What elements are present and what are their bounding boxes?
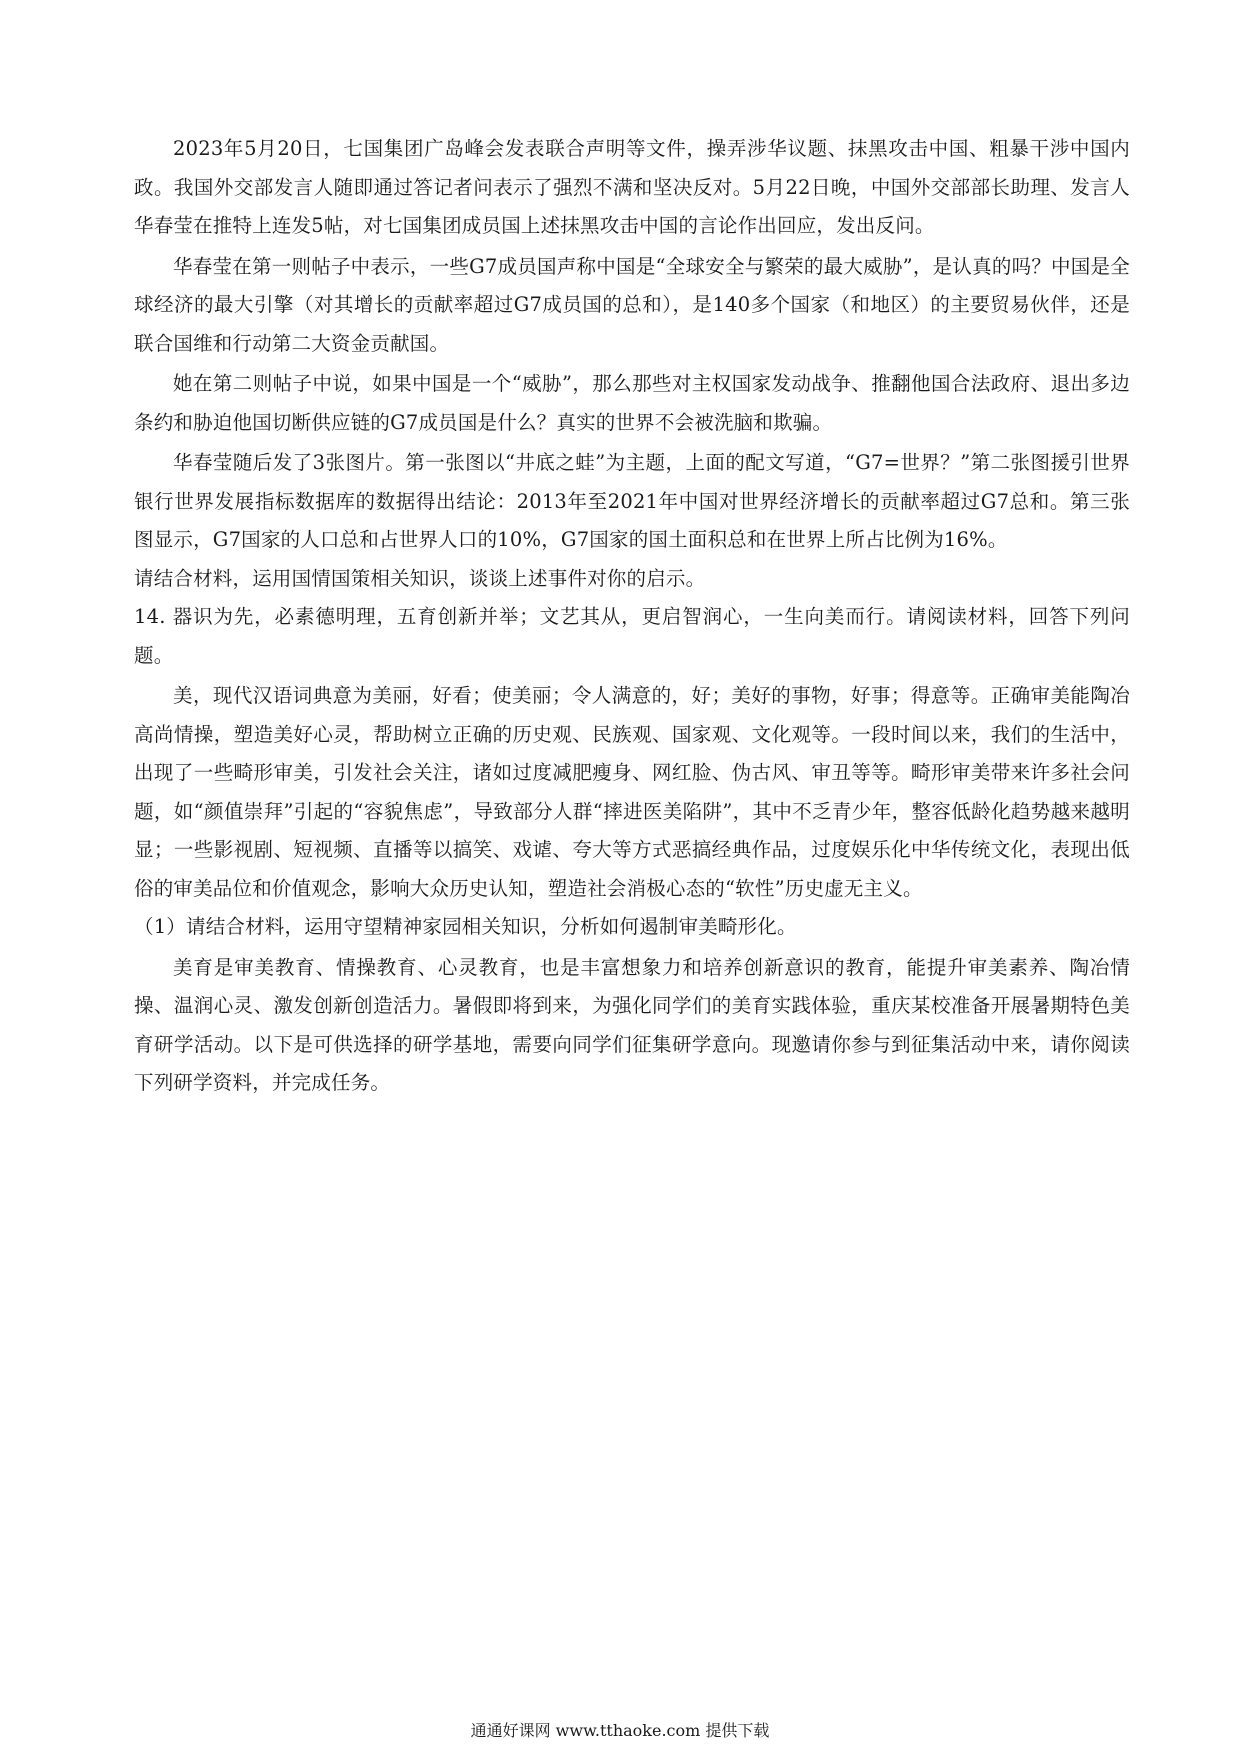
document-body <box>134 130 1130 1103</box>
material-paragraph-aesthetic-education: 美育是审美教育、情操教育、心灵教育，也是丰富想象力和培养创新意识的教育，能提升审美素养、陶冶情操、温润心灵、激发创新创造活力。暑假即将到来，为强化同学们的美育实践体验，重庆某校准备开展暑期特色美育研学活动。以下是可供选择的研学基地，需要向同学们征集研学意向。现邀请你参与到征集活动中来，请你阅读下列研学资料，并完成任务。 <box>134 955 1130 1094</box>
material-paragraph-first-post: 华春莹在第一则帖子中表示，一些G7成员国声称中国是“全球安全与繁荣的最大威胁”，是认真的吗？中国是全球经济的最大引擎（对其增长的贡献率超过G7成员国的总和），是140多个国家（和地区）的主要贸易伙伴，还是联合国维和行动第二大资金贡献国。 <box>134 254 1130 355</box>
page-footer: 通通好课网 www.tthaoke.com 提供下载 <box>470 1721 770 1740</box>
question-13-prompt: 请结合材料，运用国情国策相关知识，谈谈上述事件对你的启示。 <box>134 566 706 590</box>
material-paragraph-images: 华春莹随后发了3张图片。第一张图以“井底之蛙”为主题，上面的配文写道，“G7=世界？”第二张图援引世界银行世界发展指标数据库的数据得出结论：2013年至2021年中国对世界经济增长的贡献率超过G7总和。第三张图显示，G7国家的人口总和占世界人口的10%，G7国家的国土面积总和在世界上所占比例为16%。 <box>134 451 1130 551</box>
material-paragraph-g7-summit: 2023年5月20日，七国集团广岛峰会发表联合声明等文件，操弄涉华议题、抹黑攻击中国、粗暴干涉中国内政。我国外交部发言人随即通过答记者问表示了强烈不满和坚决反对。5月22日晚，中国外交部部长助理、发言人华春莹在推特上连发5帖，对七国集团成员国上述抹黑攻击中国的言论作出回应，发出反问。 <box>134 137 1130 237</box>
question-14-part-1: （1）请结合材料，运用守望精神家园相关知识，分析如何遏制审美畸形化。 <box>134 915 797 938</box>
material-paragraph-second-post: 她在第二则帖子中说，如果中国是一个“威胁”，那么那些对主权国家发动战争、推翻他国合法政府、退出多边条约和胁迫他国切断供应链的G7成员国是什么？真实的世界不会被洗脑和欺骗。 <box>134 372 1130 434</box>
question-14-heading: 14. 器识为先，必素德明理，五育创新并举；文艺其从，更启智润心，一生向美而行。请阅读材料，回答下列问题。 <box>134 605 1130 667</box>
material-paragraph-aesthetics: 美，现代汉语词典意为美丽，好看；使美丽；令人满意的，好；美好的事物，好事；得意等。正确审美能陶冶高尚情操，塑造美好心灵，帮助树立正确的历史观、民族观、国家观、文化观等。一段时间以来，我们的生活中，出现了一些畸形审美，引发社会关注，诸如过度减肥瘦身、网红脸、伪古风、审丑等等。畸形审美带来许多社会问题，如“颜值崇拜”引起的“容貌焦虑”，导致部分人群“摔进医美陷阱”，其中不乏青少年，整容低龄化趋势越来越明显；一些影视剧、短视频、直播等以搞笑、戏谑、夸大等方式恶搞经典作品，过度娱乐化中华传统文化，表现出低俗的审美品位和价值观念，影响大众历史认知，塑造社会消极心态的“软性”历史虚无主义。 <box>134 684 1130 900</box>
